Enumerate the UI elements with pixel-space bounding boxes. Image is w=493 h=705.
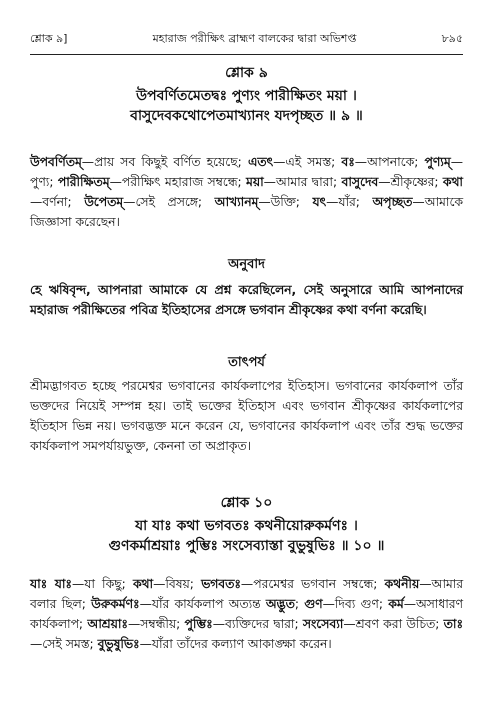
synonym-meaning: —এই সমস্ত;: [273, 155, 342, 169]
purport-heading: তাৎপর্য: [228, 355, 265, 370]
synonym-term: গুণ: [304, 597, 323, 611]
synonym-meaning: —যাঁর কার্যকলাপ অত্যন্ত: [139, 597, 266, 611]
synonym-term: সংসেব্যা: [302, 617, 344, 631]
synonym-term: তাঃ: [443, 617, 464, 631]
translation-heading: অনুবাদ: [228, 257, 265, 272]
synonym-term: বঃ: [341, 155, 355, 169]
synonym-meaning: —যা কিছু;: [71, 577, 133, 591]
verse-9-synonyms: [30, 152, 463, 232]
synonym-meaning: —উক্তি;: [258, 195, 313, 209]
synonym-term: উপবর্ণিতম্: [30, 155, 82, 169]
synonym-term: অপৃচ্ছত: [372, 195, 413, 209]
synonym-meaning: —প্রায় সব কিছুই বর্ণিত হয়েছে;: [81, 155, 248, 169]
translation-text: হে ঋষিবৃন্দ, আপনারা আমাকে যে প্রশ্ন করেছিলেন, সেই অনুসারে আমি আপনাদের মহারাজ পরীক্ষিতের পবিত্র ইতিহাসের প্রসঙ্গে ভগবান শ্রীকৃষ্ণের কথা বর্ণনা করেছি।: [30, 283, 463, 317]
synonym-meaning: —সেই প্রসঙ্গে;: [123, 195, 215, 209]
synonym-meaning: —আমার বলার ছিল;: [30, 577, 463, 611]
synonym-meaning: —আমার দ্বারা;: [263, 175, 342, 189]
synonym-term: এতৎ: [247, 155, 274, 169]
page-number: ৮৯৫: [441, 32, 463, 45]
synonym-meaning: —বিষয়;: [153, 577, 202, 591]
synonym-term: ভগবতঃ: [201, 577, 241, 591]
verse-9-heading: শ্লোক ৯: [225, 65, 268, 81]
synonym-meaning: —যাঁরা তাঁদের কল্যাণ আকাঙ্ক্ষা করেন।: [139, 637, 332, 651]
synonyms-paragraph: [30, 152, 463, 232]
synonym-meaning: —অসাধারণ কার্যকলাপ;: [30, 597, 463, 631]
synonym-meaning: —পুণ্য;: [30, 155, 463, 189]
synonym-meaning: —সেই সমস্ত;: [30, 637, 98, 651]
synonyms-paragraph: [30, 574, 463, 654]
synonym-term: পারীক্ষিতম্: [57, 175, 110, 189]
purport-text: শ্রীমদ্ভাগবত হচ্ছে পরমেশ্বর ভগবানের কার্যকলাপের ইতিহাস। ভগবানের কার্যকলাপ তাঁর ভক্তদের নিয়েই সম্পন্ন হয়। তাই ভক্তের ইতিহাস এবং ভগবান শ্রীকৃষ্ণের কার্যকলাপের ইতিহাস ভিন্ন নয়। ভগবদ্ভক্ত মনে করেন যে, ভগবানের কার্যকলাপ এবং তাঁর শুদ্ধ ভক্তের কার্যকলাপ সমপর্যায়ভুক্ত, কেননা তা অপ্রাকৃত।: [30, 379, 463, 453]
running-header: [30, 32, 463, 46]
purport-block: [30, 354, 463, 456]
synonym-term: যৎ: [312, 195, 327, 209]
synonym-meaning: —যাঁর;: [326, 195, 373, 209]
synonym-term: উপেতম্: [84, 195, 124, 209]
synonym-meaning: —বর্ণনা;: [30, 195, 85, 209]
synonym-meaning: —দিব্য গুণ;: [322, 597, 389, 611]
synonym-meaning: —সম্বন্ধীয়;: [127, 617, 185, 631]
verse-10-heading: শ্লোক ১০: [220, 495, 273, 511]
synonym-term: ময়া: [246, 175, 264, 189]
synonym-term: উরুকর্মণঃ: [91, 597, 140, 611]
synonym-term: বাসুদেব: [341, 175, 379, 189]
synonym-meaning: —শ্রবণ করা উচিত;: [343, 617, 444, 631]
synonym-meaning: —ব্যক্তিদের দ্বারা;: [212, 617, 303, 631]
synonym-term: কথা: [442, 175, 463, 189]
synonym-term: অদ্ভুত: [265, 597, 295, 611]
synonym-term: বুভুষুভিঃ: [97, 637, 140, 651]
synonym-meaning: —আমাকে জিজ্ঞাসা করেছেন।: [30, 195, 463, 229]
synonym-term: পুণ্যম্: [424, 155, 451, 169]
synonym-meaning: —পরীক্ষিৎ মহারাজ সম্বন্ধে;: [109, 175, 246, 189]
header-verse-ref: শ্লোক ৯]: [30, 32, 68, 45]
header-chapter-title: মহারাজ পরীক্ষিৎ ব্রাহ্মণ বালকের দ্বারা অভিশপ্ত: [152, 32, 357, 45]
verse-10-block: [30, 494, 463, 556]
translation-block: [30, 256, 463, 320]
synonym-meaning: —আপনাকে;: [354, 155, 425, 169]
synonym-term: যাঃ যাঃ: [30, 577, 72, 591]
verse-9-line-2: বাসুদেবকথোপেতমাখ্যানং যদপৃচ্ছত ॥ ৯ ॥: [130, 108, 363, 124]
header-divider: [30, 54, 463, 55]
synonym-term: কর্ম: [388, 597, 404, 611]
verse-9-block: [30, 64, 463, 126]
synonym-term: আখ্যানম্: [214, 195, 259, 209]
synonym-term: কথা: [132, 577, 154, 591]
synonym-meaning: —পরমেশ্বর ভগবান সম্বন্ধে;: [240, 577, 385, 591]
synonym-term: কথনীয়: [384, 577, 420, 591]
synonym-term: পুম্ভিঃ: [184, 617, 213, 631]
synonym-meaning: ;: [294, 597, 305, 611]
synonym-term: আশ্রয়াঃ: [87, 617, 128, 631]
verse-10-synonyms: [30, 574, 463, 654]
verse-9-line-1: উপবর্ণিতমেতদ্বঃ পুণ্যং পারীক্ষিতং ময়া ।: [136, 88, 357, 104]
verse-10-line-1: যা যাঃ কথা ভগবতঃ কথনীয়োরুকর্মণঃ ।: [135, 518, 358, 534]
verse-10-line-2: গুণকর্মাশ্রয়াঃ পুম্ভিঃ সংসেব্যাস্তা বুভুষুভিঃ ॥ ১০ ॥: [108, 538, 385, 554]
synonym-meaning: —শ্রীকৃষ্ণের;: [378, 175, 443, 189]
